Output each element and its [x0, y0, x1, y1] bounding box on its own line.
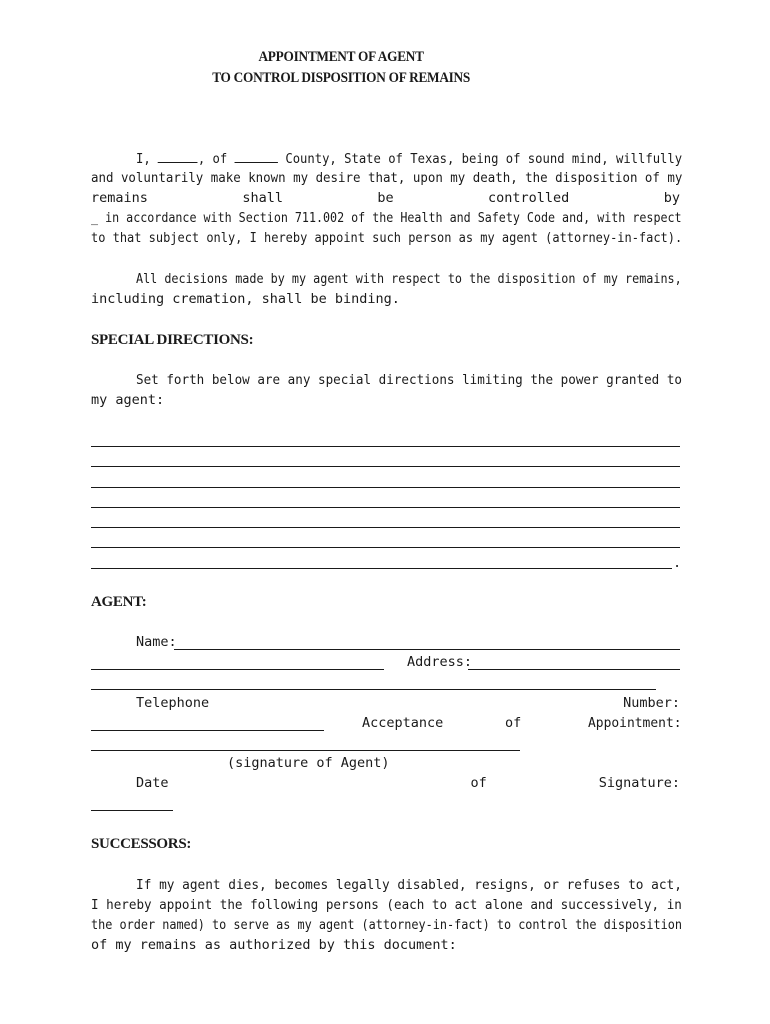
principal-name-blank[interactable]: [158, 148, 198, 163]
agent-name-blank[interactable]: _: [91, 210, 99, 226]
agent-telephone-row: Telephone Number:: [136, 695, 680, 711]
agent-address-field-continued[interactable]: [91, 689, 656, 690]
successors-line-3: the order named) to serve as my agent (attorney-in-fact) to control the disposition: [91, 917, 682, 933]
directions-line-2[interactable]: [91, 466, 680, 467]
intro-line-3: remains shall be controlled by: [91, 190, 680, 206]
signature-date-field[interactable]: [91, 810, 173, 811]
directions-line-6[interactable]: [91, 547, 680, 548]
intro-line-1: I, , of County, State of Texas, being of sound mind, willfully: [136, 148, 682, 169]
special-directions-line-2: my agent:: [91, 392, 165, 408]
date-of-signature-row: Date of Signature:: [136, 775, 680, 791]
successors-heading: SUCCESSORS:: [91, 836, 192, 852]
special-directions-heading: SPECIAL DIRECTIONS:: [91, 332, 254, 348]
agent-address-label: Address:: [407, 654, 473, 670]
directions-end-mark: .: [673, 555, 682, 571]
agent-name-field[interactable]: [174, 649, 680, 650]
intro-line-4: _ in accordance with Section 711.002 of the Health and Safety Code and, with respect: [91, 210, 682, 226]
successors-line-4: of my remains as authorized by this document:: [91, 937, 457, 953]
successors-line-2: I hereby appoint the following persons (each to act alone and successively, in: [91, 897, 682, 913]
special-directions-line-1: Set forth below are any special directions limiting the power granted to: [136, 372, 682, 388]
intro-line-2: and voluntarily make known my desire that, upon my death, the disposition of my: [91, 170, 683, 186]
directions-line-4[interactable]: [91, 507, 680, 508]
agent-signature-caption: (signature of Agent): [227, 755, 390, 771]
agent-heading: AGENT:: [91, 594, 147, 610]
decisions-line-2: including cremation, shall be binding.: [91, 291, 400, 307]
acceptance-of-label: of: [505, 715, 522, 731]
agent-address-field[interactable]: [468, 669, 680, 670]
county-blank[interactable]: [235, 148, 278, 163]
agent-telephone-field[interactable]: [91, 730, 324, 731]
agent-signature-field[interactable]: [91, 750, 520, 751]
directions-line-5[interactable]: [91, 527, 680, 528]
successors-line-1: If my agent dies, becomes legally disabled, resigns, or refuses to act,: [136, 877, 682, 893]
directions-line-3[interactable]: [91, 487, 680, 488]
agent-name-label: Name:: [136, 634, 177, 650]
acceptance-label: Acceptance: [362, 715, 444, 731]
directions-line-7[interactable]: [91, 568, 672, 569]
intro-line-5: to that subject only, I hereby appoint such person as my agent (attorney-in-fact).: [91, 230, 683, 246]
appointment-label: Appointment:: [588, 715, 682, 731]
decisions-line-1: All decisions made by my agent with respect to the disposition of my remains,: [136, 271, 682, 287]
title-line-2: TO CONTROL DISPOSITION OF REMAINS: [212, 70, 471, 86]
title-line-1: APPOINTMENT OF AGENT: [258, 49, 424, 65]
directions-line-1[interactable]: [91, 446, 680, 447]
agent-name-field-continued[interactable]: [91, 669, 384, 670]
